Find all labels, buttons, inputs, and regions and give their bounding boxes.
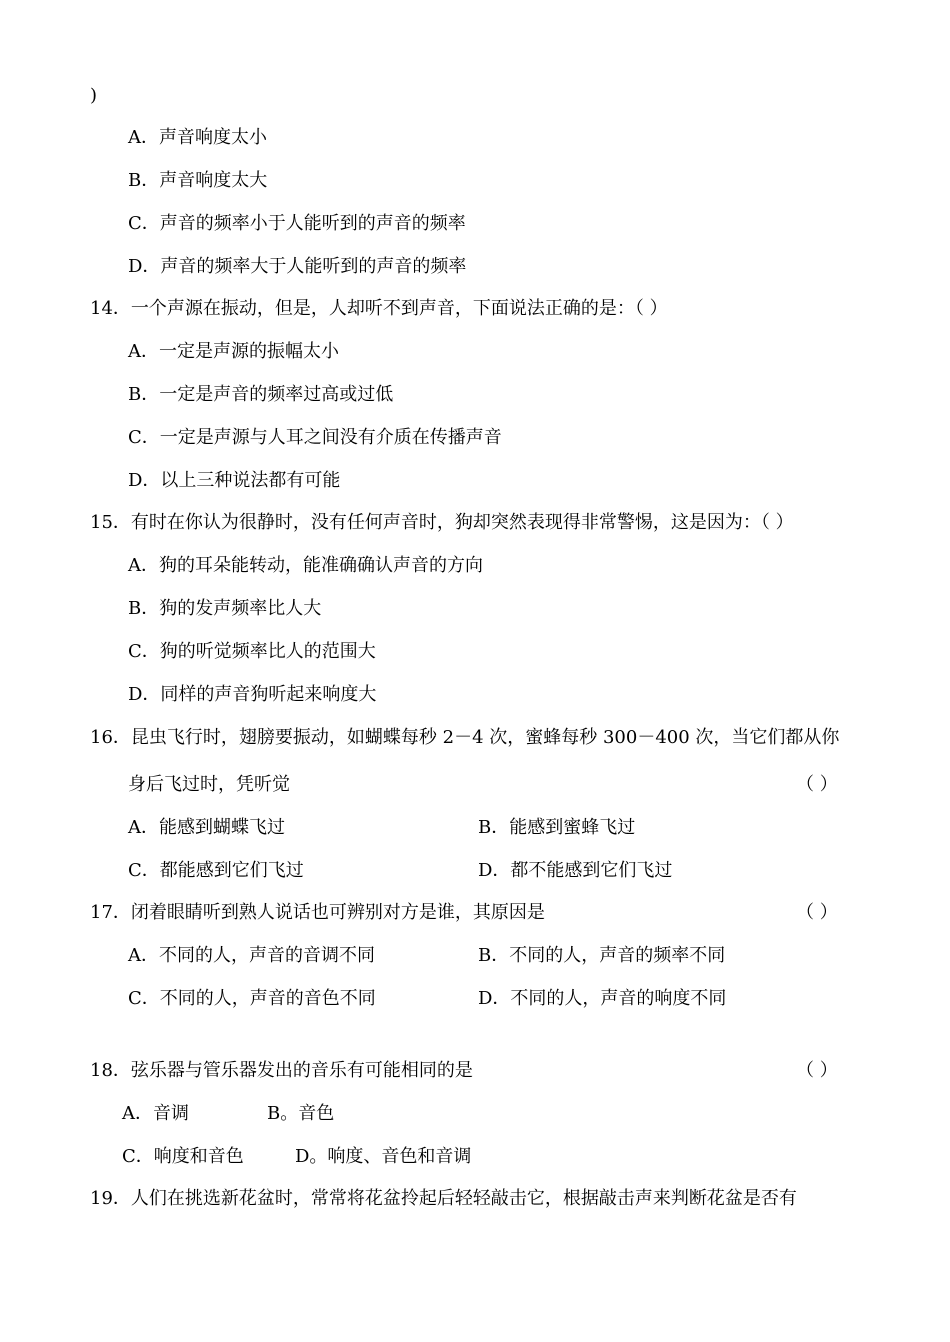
question-16: 16．昆虫飞行时，翅膀要振动，如蝴蝶每秒 2－4 次，蜜蜂每秒 300－400 次，当它们都从你 bbox=[90, 727, 840, 748]
q13-option-a: A．声音响度太小 bbox=[128, 127, 267, 148]
q15-option-a: A．狗的耳朵能转动，能准确确认声音的方向 bbox=[128, 555, 483, 576]
q14-option-b: B．一定是声音的频率过高或过低 bbox=[128, 384, 394, 405]
question-16-line-2: 身后飞过时，凭听觉 bbox=[128, 774, 290, 795]
q16-option-d: D．都不能感到它们飞过 bbox=[478, 860, 673, 881]
q17-option-c: C．不同的人，声音的音色不同 bbox=[128, 988, 376, 1009]
q15-option-d: D．同样的声音狗听起来响度大 bbox=[128, 684, 377, 705]
q17-option-b: B．不同的人，声音的频率不同 bbox=[478, 945, 726, 966]
q17-answer-paren: （ ） bbox=[796, 902, 838, 923]
q18-option-b: B。音色 bbox=[267, 1103, 335, 1124]
q16-option-b: B．能感到蜜蜂飞过 bbox=[478, 817, 636, 838]
q13-option-d: D．声音的频率大于人能听到的声音的频率 bbox=[128, 256, 467, 277]
q17-option-a: A．不同的人，声音的音调不同 bbox=[128, 945, 375, 966]
q13-option-c: C．声音的频率小于人能听到的声音的频率 bbox=[128, 213, 466, 234]
continued-paren: ) bbox=[90, 85, 98, 106]
q17-option-d: D．不同的人，声音的响度不同 bbox=[478, 988, 727, 1009]
question-15: 15．有时在你认为很静时，没有任何声音时，狗却突然表现得非常警惕，这是因为：（ ） bbox=[90, 512, 794, 533]
q18-answer-paren: （ ） bbox=[796, 1060, 838, 1081]
q18-option-d: D。响度、音色和音调 bbox=[295, 1146, 472, 1167]
q18-option-a: A．音调 bbox=[122, 1103, 189, 1124]
q15-option-c: C．狗的听觉频率比人的范围大 bbox=[128, 641, 376, 662]
question-14: 14．一个声源在振动，但是，人却听不到声音，下面说法正确的是：（ ） bbox=[90, 298, 668, 319]
q16-option-c: C．都能感到它们飞过 bbox=[128, 860, 304, 881]
q15-option-b: B．狗的发声频率比人大 bbox=[128, 598, 322, 619]
q13-option-b: B．声音响度太大 bbox=[128, 170, 268, 191]
q14-option-d: D．以上三种说法都有可能 bbox=[128, 470, 341, 491]
q14-option-c: C．一定是声源与人耳之间没有介质在传播声音 bbox=[128, 427, 502, 448]
question-18: 18．弦乐器与管乐器发出的音乐有可能相同的是 bbox=[90, 1060, 473, 1081]
q14-option-a: A．一定是声源的振幅太小 bbox=[128, 341, 339, 362]
q16-option-a: A．能感到蝴蝶飞过 bbox=[128, 817, 285, 838]
question-17: 17．闭着眼睛听到熟人说话也可辨别对方是谁，其原因是 bbox=[90, 902, 545, 923]
question-19: 19．人们在挑选新花盆时，常常将花盆拎起后轻轻敲击它，根据敲击声来判断花盆是否有 bbox=[90, 1188, 797, 1209]
q18-option-c: C．响度和音色 bbox=[122, 1146, 244, 1167]
q16-answer-paren: （ ） bbox=[796, 774, 838, 795]
